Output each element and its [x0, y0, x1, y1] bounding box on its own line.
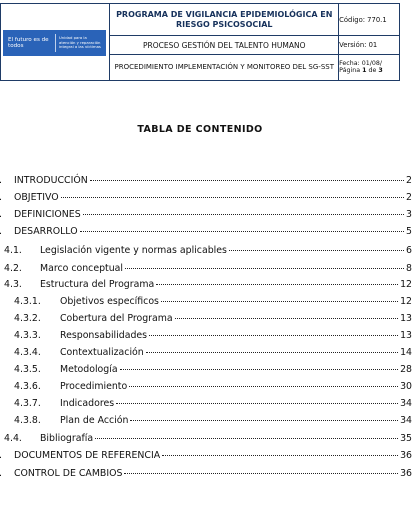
- doc-date: Fecha: 01/08/: [339, 59, 383, 67]
- process-name: PROCESO GESTIÓN DEL TALENTO HUMANO: [110, 36, 339, 55]
- doc-version: Versión: 01: [339, 36, 400, 55]
- toc-dot-leader: [229, 250, 404, 251]
- toc-entry-page: 36: [400, 468, 412, 479]
- toc-entry-page: 28: [400, 364, 412, 375]
- toc-dot-leader: [90, 180, 404, 181]
- toc-entry-number: 4.1.: [4, 245, 22, 256]
- toc-dot-leader: [124, 473, 398, 474]
- toc-entry-title: DESARROLLO: [14, 226, 78, 237]
- page-label: Página: [339, 67, 363, 75]
- toc-dot-leader: [61, 197, 404, 198]
- toc-entry-line: [60, 364, 412, 375]
- toc-entry[interactable]: [0, 398, 412, 412]
- logo-divider: [55, 34, 56, 52]
- toc-entry[interactable]: [0, 226, 412, 240]
- toc-dot-leader: [161, 301, 398, 302]
- toc-entry[interactable]: [0, 330, 412, 344]
- toc-entry-title: Legislación vigente y normas aplicables: [40, 245, 227, 256]
- toc-entry-line: [60, 313, 412, 324]
- toc-dot-leader: [162, 455, 398, 456]
- logo-slogan: El futuro es de todos: [8, 36, 49, 49]
- toc-entry-line: [40, 279, 412, 290]
- toc-dot-leader: [149, 335, 398, 336]
- toc-entry-title: Contextualización: [60, 347, 144, 358]
- toc-entry-number: [0, 175, 2, 186]
- toc-entry-page: 2: [406, 192, 412, 203]
- toc-entry-number: 4.3.6.: [14, 381, 41, 392]
- toc-entry-number: 4.3.: [4, 279, 22, 290]
- toc-dot-leader: [130, 420, 398, 421]
- page-title: TABLA DE CONTENIDO: [137, 124, 263, 135]
- toc-entry-line: [14, 192, 412, 203]
- toc-entry-title: Estructura del Programa: [40, 279, 155, 290]
- toc-entry-line: [14, 450, 412, 461]
- toc-entry-title: CONTROL DE CAMBIOS: [14, 468, 123, 479]
- toc-entry-number: [0, 450, 2, 461]
- toc-entry-page: 34: [400, 415, 412, 426]
- toc-entry-number: [0, 209, 2, 220]
- toc-entry-page: 13: [400, 330, 412, 341]
- toc-entry-number: 4.3.5.: [14, 364, 41, 375]
- toc-entry[interactable]: [0, 296, 412, 310]
- page-number: 1: [362, 67, 367, 75]
- toc-entry[interactable]: [0, 279, 412, 293]
- toc-entry-number: 4.3.8.: [14, 415, 41, 426]
- toc-entry[interactable]: [0, 450, 412, 464]
- toc-entry-title: Metodología: [60, 364, 118, 375]
- toc-entry-number: 4.3.4.: [14, 347, 41, 358]
- toc-entry-line: [14, 209, 412, 220]
- toc-entry-page: 30: [400, 381, 412, 392]
- toc-entry[interactable]: [0, 364, 412, 378]
- toc-entry-title: Marco conceptual: [40, 263, 124, 274]
- doc-code: Código: 770.1: [339, 4, 400, 36]
- page-of: de: [366, 67, 379, 75]
- toc-entry-title: Cobertura del Programa: [60, 313, 173, 324]
- toc-dot-leader: [120, 369, 398, 370]
- toc-entry-page: 12: [400, 279, 412, 290]
- toc-entry-title: Objetivos específicos: [60, 296, 159, 307]
- toc-entry-line: [40, 263, 412, 274]
- page-total: 3: [378, 67, 383, 75]
- toc-entry[interactable]: [0, 468, 412, 482]
- toc-entry-number: 4.3.2.: [14, 313, 41, 324]
- toc-entry-page: 14: [400, 347, 412, 358]
- toc-entry-line: [40, 245, 412, 256]
- toc-entry[interactable]: [0, 347, 412, 361]
- toc-entry-line: [14, 468, 412, 479]
- toc-entry-line: [60, 296, 412, 307]
- toc-entry-page: 36: [400, 450, 412, 461]
- document-header: [0, 3, 400, 79]
- toc-entry-line: [14, 226, 412, 237]
- toc-entry-page: 12: [400, 296, 412, 307]
- toc-entry-page: 8: [406, 263, 412, 274]
- toc-entry-line: [60, 330, 412, 341]
- toc-dot-leader: [80, 231, 404, 232]
- toc-entry-line: [60, 347, 412, 358]
- doc-date-page: [339, 54, 400, 80]
- program-title: PROGRAMA DE VIGILANCIA EPIDEMIOLÓGICA EN RIESGO PSICOSOCIAL: [110, 4, 339, 36]
- toc-entry-title: Plan de Acción: [60, 415, 129, 426]
- toc-entry-number: [0, 468, 2, 479]
- toc-dot-leader: [129, 386, 398, 387]
- toc-entry-page: 3: [406, 209, 412, 220]
- toc-entry-page: 6: [406, 245, 412, 256]
- toc-entry[interactable]: [0, 263, 412, 277]
- toc-dot-leader: [95, 438, 398, 439]
- toc-entry[interactable]: [0, 192, 412, 206]
- toc-entry[interactable]: [0, 245, 412, 259]
- toc-entry-page: 34: [400, 398, 412, 409]
- toc-entry-title: INTRODUCCIÓN: [14, 175, 88, 186]
- toc-dot-leader: [146, 352, 398, 353]
- toc-entry-title: Bibliografía: [40, 433, 94, 444]
- toc-dot-leader: [125, 268, 404, 269]
- toc-entry-page: 5: [406, 226, 412, 237]
- toc-dot-leader: [83, 214, 404, 215]
- toc-entry-number: 4.2.: [4, 263, 22, 274]
- toc-entry-page: 13: [400, 313, 412, 324]
- toc-entry-page: 35: [400, 433, 412, 444]
- toc-entry[interactable]: [0, 209, 412, 223]
- toc-entry-number: 4.3.7.: [14, 398, 41, 409]
- toc-entry[interactable]: [0, 381, 412, 395]
- toc-entry-title: Responsabilidades: [60, 330, 148, 341]
- toc-entry[interactable]: [0, 175, 412, 189]
- toc-entry-line: [14, 175, 412, 186]
- procedure-name: PROCEDIMIENTO IMPLEMENTACIÓN Y MONITOREO DEL SG-SST: [110, 54, 339, 80]
- toc-entry-line: [60, 398, 412, 409]
- toc-dot-leader: [116, 403, 398, 404]
- toc-entry-page: 2: [406, 175, 412, 186]
- toc-entry[interactable]: [0, 433, 412, 447]
- toc-dot-leader: [175, 318, 398, 319]
- toc-entry-number: [0, 192, 2, 203]
- toc-entry-title: Indicadores: [60, 398, 115, 409]
- toc-entry[interactable]: [0, 415, 412, 429]
- toc-entry-title: OBJETIVO: [14, 192, 59, 203]
- doc-page: [339, 67, 399, 75]
- toc-entry-number: 4.3.3.: [14, 330, 41, 341]
- logo-tagline: Unidad para la atención y reparación integral a las víctimas: [59, 35, 101, 50]
- toc-entry[interactable]: [0, 313, 412, 327]
- toc-entry-number: 4.3.1.: [14, 296, 41, 307]
- toc-entry-line: [60, 415, 412, 426]
- toc-entry-title: DEFINICIONES: [14, 209, 81, 220]
- toc-entry-title: Procedimiento: [60, 381, 128, 392]
- toc-entry-number: [0, 226, 2, 237]
- toc-entry-number: 4.4.: [4, 433, 22, 444]
- logo-cell: [1, 4, 110, 81]
- toc-entry-line: [60, 381, 412, 392]
- toc-entry-title: DOCUMENTOS DE REFERENCIA: [14, 450, 161, 461]
- toc-dot-leader: [156, 284, 398, 285]
- toc-entry-line: [40, 433, 412, 444]
- government-logo: [3, 30, 106, 56]
